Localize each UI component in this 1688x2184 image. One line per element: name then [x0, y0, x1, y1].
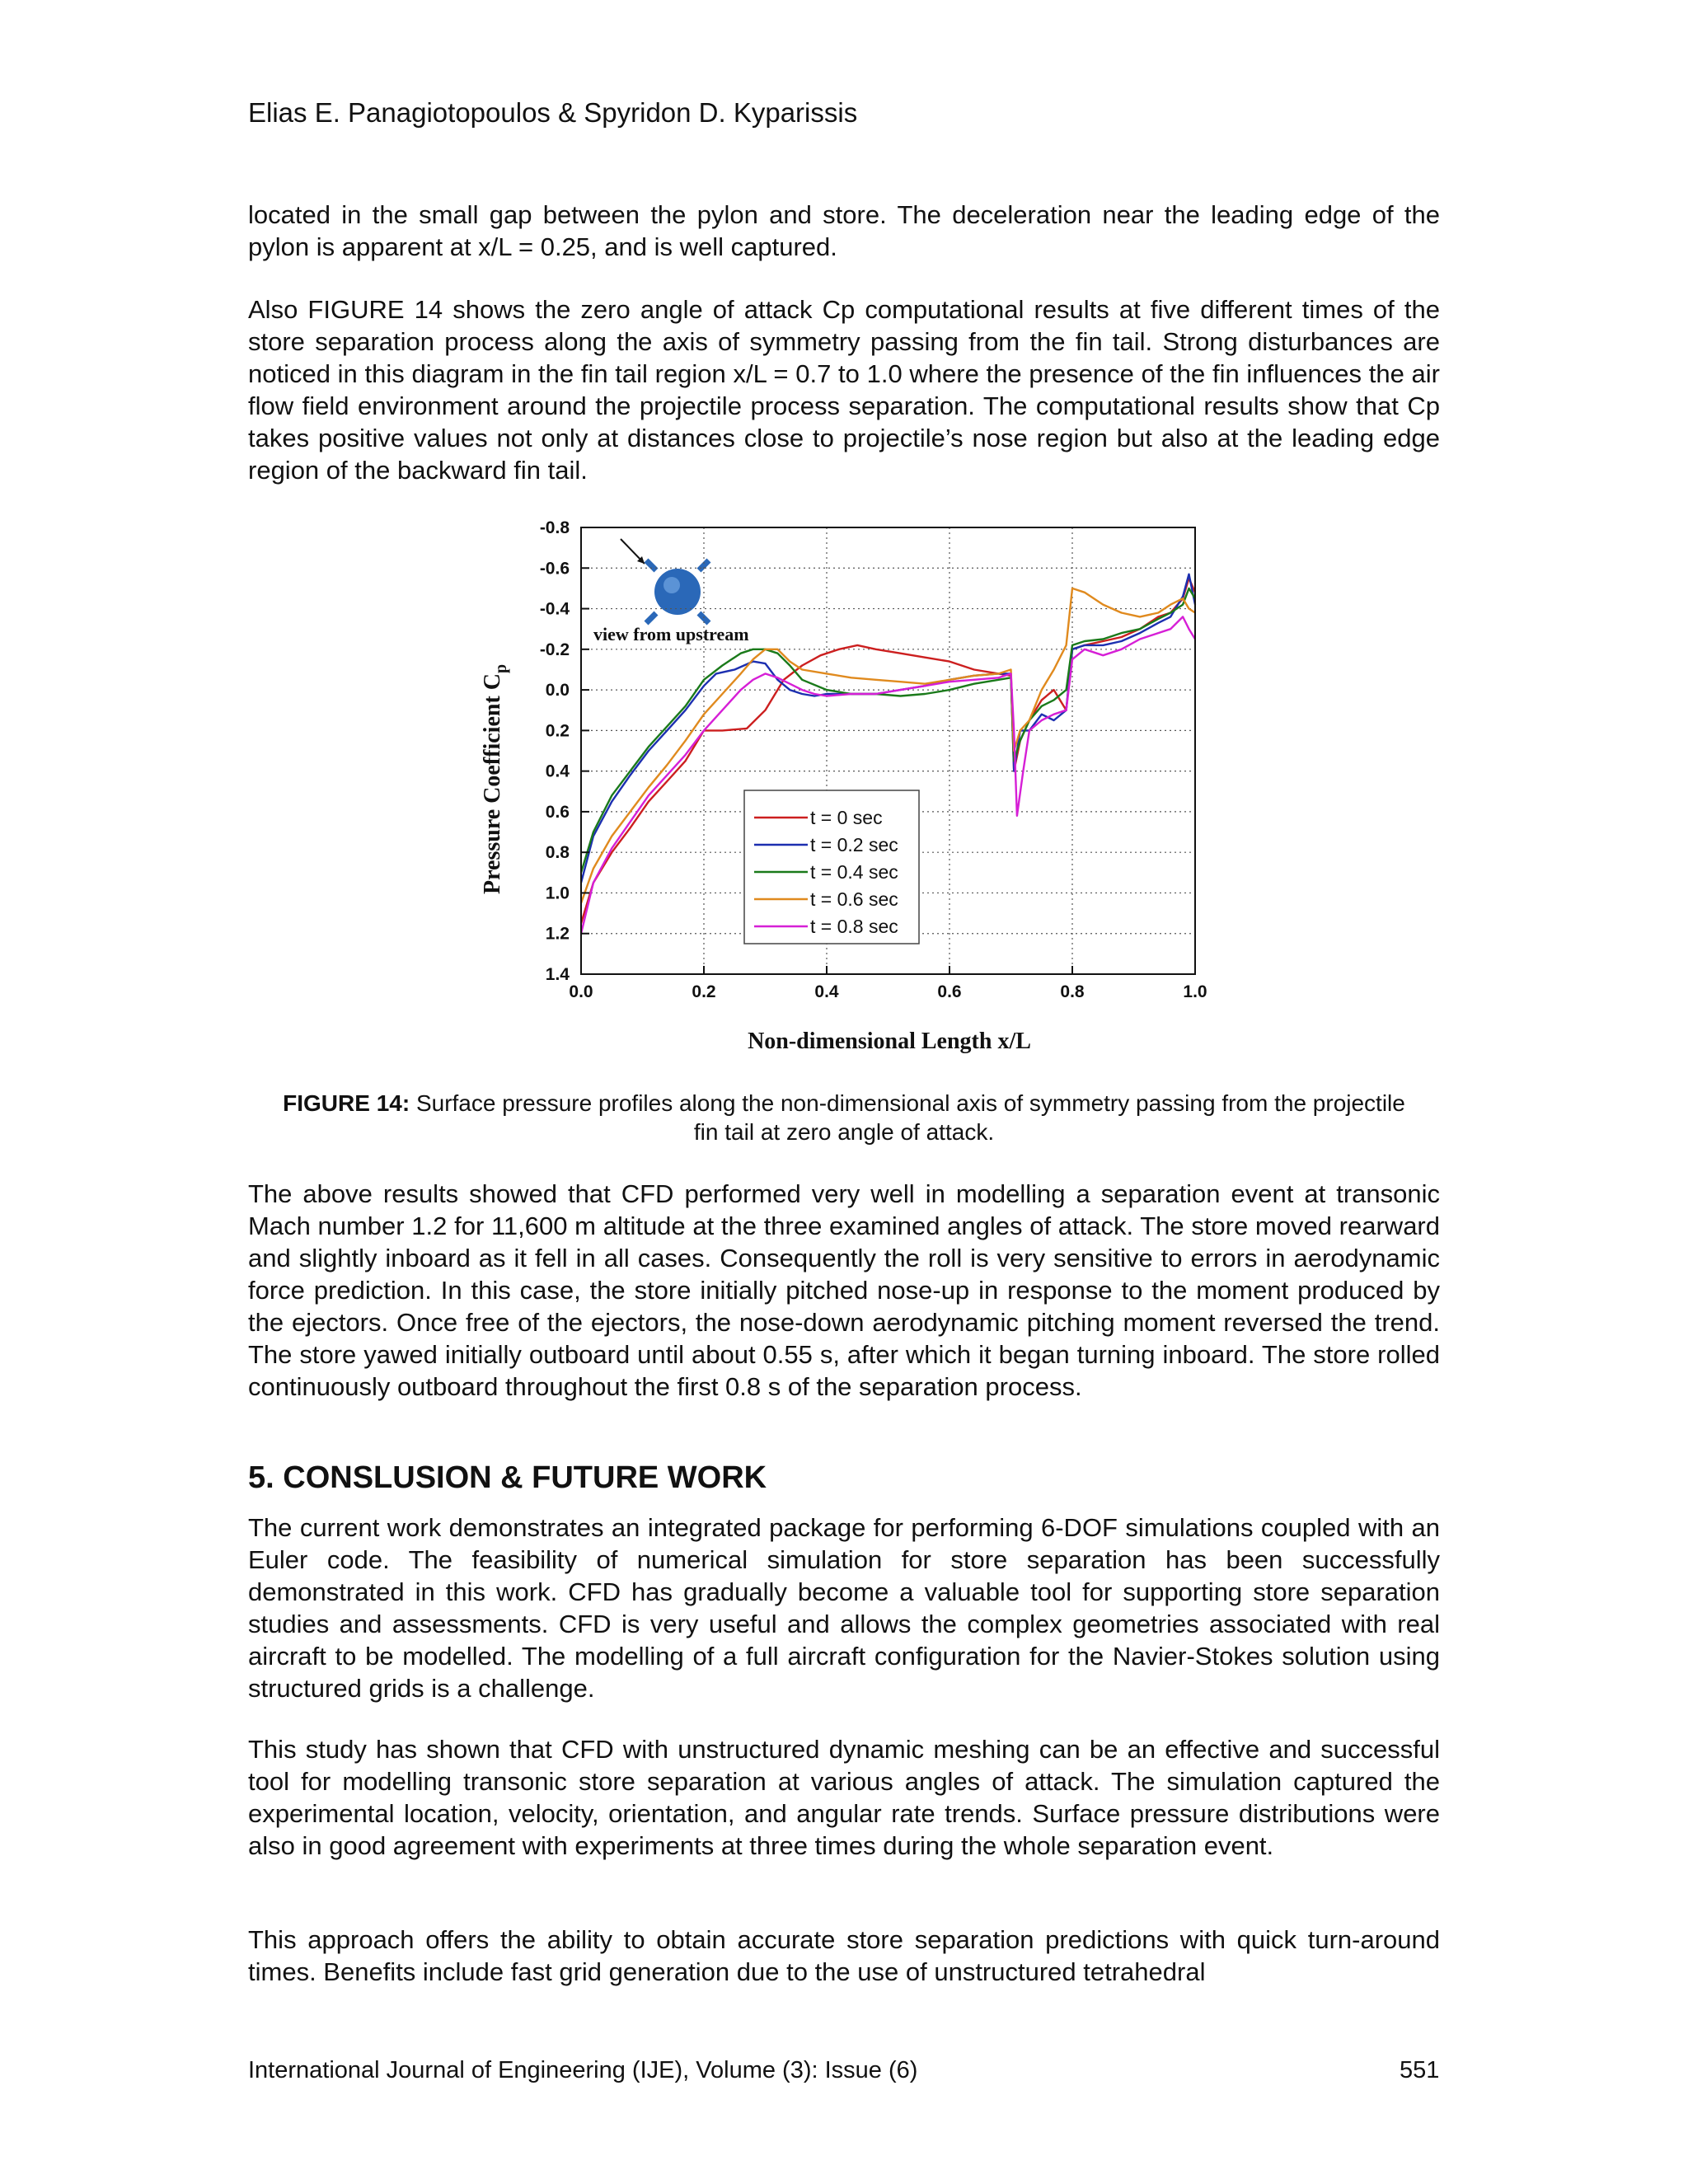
figure-caption-text: Surface pressure profiles along the non-dimensional axis of symmetry passing from the projectile fin tail at zero angle of attack.	[410, 1090, 1405, 1145]
paragraph: Also FIGURE 14 shows the zero angle of attack Cp computational results at five different times of the store separation process along the axis of symmetry passing from the fin tail. Strong disturbances are noticed in this diagram in the fin tail region x/L = 0.7 to 1.0 where the presence of the fin influences the air flow field environment around the projectile process separation. The computational results show that Cp takes positive values not only at distances close to projectile’s nose region but also at the leading edge region of the backward fin tail.	[248, 295, 1440, 485]
y-tick-label: -0.2	[539, 640, 570, 659]
y-axis-title-main: Pressure Coefficient C	[480, 673, 505, 894]
y-tick-label: 0.0	[545, 681, 570, 701]
paragraph: The current work demonstrates an integrated package for performing 6-DOF simulations coupled with an Euler code. The feasibility of numerical simulation for store separation has been successfully demonstrated in this work. CFD has gradually become a valuable tool for supporting store separation studies and assessments. CFD is very useful and allows the complex geometries associated with real aircraft to be modelled. The modelling of a full aircraft configuration for the Navier-Stokes solution using structured grids is a challenge.	[248, 1513, 1440, 1703]
x-axis-title: Non-dimensional Length x/L	[748, 1029, 1031, 1054]
y-tick-label: -0.4	[539, 599, 570, 619]
x-tick-label: 0.8	[1060, 982, 1085, 1001]
y-tick-label: 0.4	[545, 762, 570, 781]
paragraph: This approach offers the ability to obtain accurate store separation predictions with quick turn-around times. Benefits include fast grid generation due to the use of unstructured tetrahedral	[248, 1925, 1440, 1986]
x-tick-label: 0.2	[692, 982, 716, 1001]
y-tick-label: 1.2	[545, 924, 570, 944]
legend-label: t = 0.4 sec	[810, 861, 898, 883]
pressure-coefficient-chart	[462, 503, 1228, 1063]
y-tick-label: 0.6	[545, 802, 570, 822]
y-axis-title	[480, 664, 510, 894]
x-tick-label: 0.6	[937, 982, 962, 1001]
y-tick-label: 0.8	[545, 843, 570, 863]
legend-label: t = 0.8 sec	[810, 916, 898, 937]
y-tick-label: 0.2	[545, 721, 570, 741]
legend	[744, 790, 919, 944]
projectile-inset-icon	[621, 539, 709, 623]
y-tick-label: 1.4	[545, 965, 570, 984]
y-tick-label: 1.0	[545, 883, 570, 903]
x-tick-label: 0.0	[569, 982, 593, 1001]
y-tick-label: -0.8	[539, 518, 570, 537]
legend-label: t = 0 sec	[810, 807, 883, 828]
inset-label: view from upstream	[593, 624, 749, 644]
y-axis-title-sub: p	[492, 663, 510, 673]
section-heading: 5. CONSLUSION & FUTURE WORK	[248, 1460, 767, 1495]
x-tick-label: 1.0	[1183, 982, 1207, 1001]
footer-journal: International Journal of Engineering (IJE), Volume (3): Issue (6)	[248, 2057, 918, 2083]
figure-caption-label: FIGURE 14:	[283, 1090, 410, 1116]
page-header: Elias E. Panagiotopoulos & Spyridon D. Kyparissis	[248, 97, 858, 128]
page-number: 551	[1400, 2057, 1440, 2083]
y-tick-label: -0.6	[539, 559, 570, 579]
paragraph: This study has shown that CFD with unstructured dynamic meshing can be an effective and successful tool for modelling transonic store separation at various angles of attack. The simulation captured the experimental location, velocity, orientation, and angular rate trends. Surface pressure distributions were also in good agreement with experiments at three times during the whole separation event.	[248, 1735, 1440, 1860]
paragraph: The above results showed that CFD performed very well in modelling a separation event at transonic Mach number 1.2 for 11,600 m altitude at the three examined angles of attack. The store moved rearward and slightly inboard as it fell in all cases. Consequently the roll is very sensitive to errors in aerodynamic force prediction. In this case, the store initially pitched nose-up in response to the moment produced by the ejectors. Once free of the ejectors, the nose-down aerodynamic pitching moment reversed the trend. The store yawed initially outboard until about 0.55 s, after which it began turning inboard. The store rolled continuously outboard throughout the first 0.8 s of the separation process.	[248, 1179, 1440, 1401]
paragraph: located in the small gap between the pylon and store. The deceleration near the leading edge of the pylon is apparent at x/L = 0.25, and is well captured.	[248, 200, 1440, 261]
legend-label: t = 0.2 sec	[810, 834, 898, 855]
legend-label: t = 0.6 sec	[810, 888, 898, 910]
figure-caption	[280, 1089, 1408, 1146]
x-tick-label: 0.4	[814, 982, 839, 1001]
